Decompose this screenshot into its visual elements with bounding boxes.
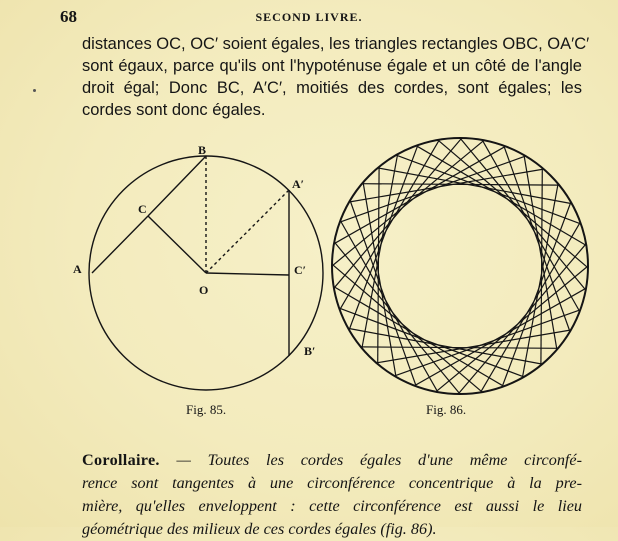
figure-85-caption: Fig. 85.	[186, 402, 227, 417]
page-number: 68	[60, 7, 77, 26]
segment-oc	[148, 216, 206, 273]
text-line: cordes sont donc égales.	[82, 101, 266, 119]
corollary-paragraph	[82, 449, 582, 541]
fig86-chord	[481, 222, 581, 392]
text-line: sont égaux, parce qu'ils ont l'hypoténuse égale et un côté de l'angle	[82, 57, 582, 75]
label-c: C	[138, 202, 147, 216]
running-title: SECOND LIVRE.	[255, 10, 363, 24]
fig86-chord	[340, 221, 438, 393]
label-c-prime: C′	[294, 263, 307, 277]
segment-oc-prime	[206, 273, 289, 275]
text-line	[82, 449, 582, 472]
fig86-chords	[332, 138, 588, 394]
fig86-outer-circle	[332, 138, 588, 394]
fig86-chord	[334, 146, 506, 244]
corollary-title: Corollaire.	[82, 451, 160, 469]
corollary-line-1: — Toutes les cordes égales d'une même circonfé-	[176, 451, 582, 469]
figure-86-caption: Fig. 86.	[426, 402, 467, 417]
fig86-chord	[482, 140, 580, 312]
fig86-chord	[504, 146, 570, 332]
figure-86	[332, 138, 588, 394]
fig86-chord	[415, 288, 587, 386]
text-line: géométrique des milieux de ces cordes égales (fig. 86).	[82, 520, 437, 538]
label-b: B	[198, 143, 207, 157]
text-line: droit égal; Donc BC, A′C′, moitiés des cordes, sont égales; les	[82, 79, 582, 97]
text-line: rence sont tangentes à une circonférence concentrique à la pre-	[82, 474, 582, 492]
chord-ab-right	[148, 156, 206, 216]
figure-85	[89, 156, 323, 390]
text-line: distances OC, OC′ soient égales, les triangles rectangles OBC, OA′C′	[82, 35, 590, 53]
radius-oa-prime	[206, 190, 289, 273]
fig86-chord	[458, 244, 586, 394]
label-b-prime: B′	[304, 344, 316, 358]
chord-ab-left	[92, 216, 148, 273]
text-line: mière, qu'elles enveloppent : cette circonférence est aussi le lieu	[82, 497, 582, 515]
label-o: O	[199, 283, 209, 297]
label-a: A	[73, 262, 82, 276]
label-a-prime: A′	[292, 177, 305, 191]
